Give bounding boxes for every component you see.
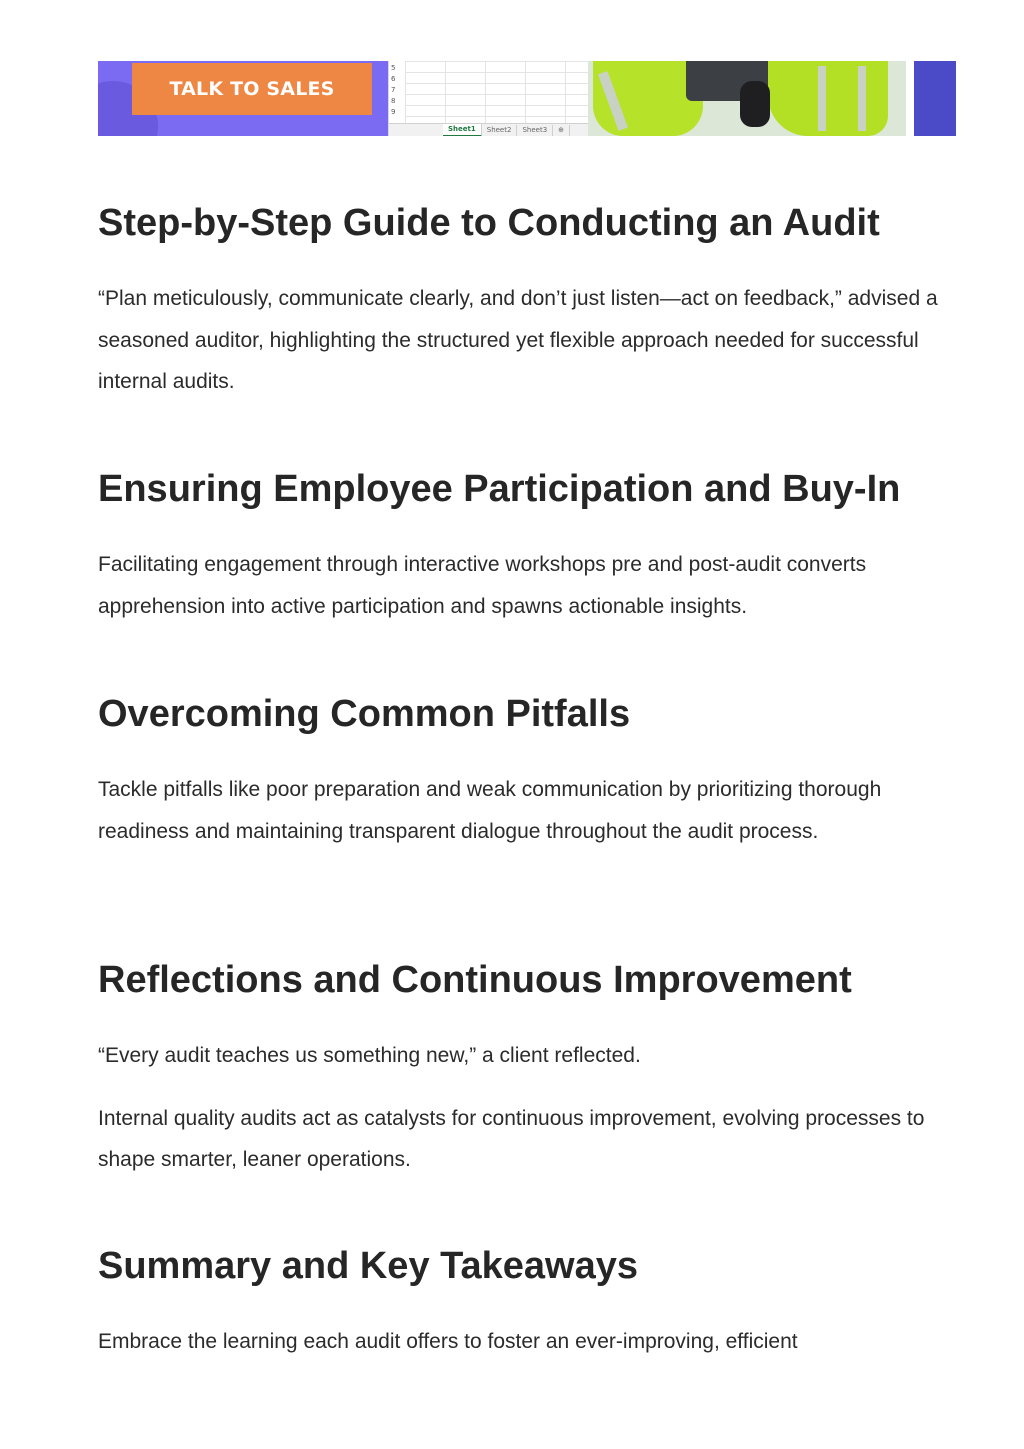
section-summary [98, 1233, 958, 1363]
section-paragraph: Tackle pitfalls like poor preparation and weak communication by prioritizing thorough readiness and maintaining transparent dialogue throughout the audit process. [98, 778, 882, 843]
section-heading: Step-by-Step Guide to Conducting an Audit [98, 202, 880, 244]
banner-indigo-panel [906, 61, 956, 136]
section-reflections [98, 947, 958, 1181]
spreadsheet-grid [405, 61, 589, 123]
sheet-tab: Sheet3 [517, 125, 553, 136]
section-heading: Ensuring Employee Participation and Buy-In [98, 468, 901, 510]
section-heading: Reflections and Continuous Improvement [98, 959, 852, 1001]
talk-to-sales-button[interactable]: TALK TO SALES [132, 63, 372, 115]
row-number: 8 [391, 97, 396, 105]
section-pitfalls [98, 681, 958, 852]
promo-banner[interactable] [98, 61, 956, 136]
reflective-stripe [858, 66, 866, 131]
section-heading: Overcoming Common Pitfalls [98, 693, 631, 735]
sheet-tabs-bar [389, 123, 589, 136]
row-number: 5 [391, 64, 396, 72]
banner-purple-panel [98, 61, 388, 136]
section-paragraph: Internal quality audits act as catalysts for continuous improvement, evolving processes to shape smarter, leaner operations. [98, 1106, 925, 1171]
section-employee-participation [98, 456, 958, 627]
gloved-hand [740, 81, 770, 127]
sheet-tab: Sheet2 [482, 125, 518, 136]
spreadsheet-row-numbers [391, 63, 405, 118]
sheet-tab: Sheet1 [443, 124, 482, 137]
row-number: 7 [391, 86, 396, 94]
section-audit-guide [98, 190, 958, 403]
section-paragraph: “Every audit teaches us something new,” a client reflected. [98, 1044, 641, 1067]
reflective-stripe [818, 66, 826, 131]
safety-vest-right [768, 61, 888, 136]
worker-photo [588, 61, 908, 136]
section-paragraph: “Plan meticulously, communicate clearly, and don’t just listen—act on feedback,” advised a seasoned auditor, highlighting the structured yet flexible approach needed for successful internal audits. [98, 287, 938, 393]
section-paragraph: Embrace the learning each audit offers to foster an ever-improving, efficient [98, 1330, 798, 1353]
section-heading: Summary and Key Takeaways [98, 1245, 639, 1287]
section-paragraph: Facilitating engagement through interactive workshops pre and post-audit converts apprehension into active participation and spawns actionable insights. [98, 553, 867, 618]
row-number: 6 [391, 75, 396, 83]
add-sheet-icon: ⊕ [553, 125, 570, 136]
spreadsheet-preview [388, 61, 589, 136]
row-number: 9 [391, 108, 396, 116]
